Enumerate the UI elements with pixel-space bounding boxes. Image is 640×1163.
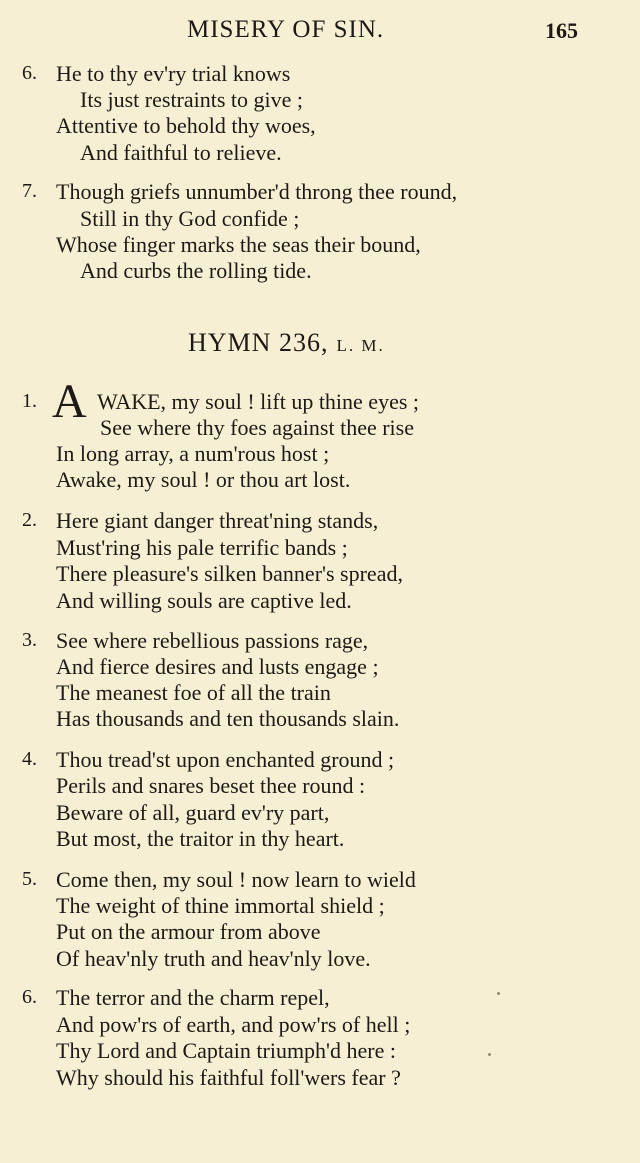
verse-line: Beware of all, guard ev'ry part, <box>56 800 330 825</box>
verse-line: Why should his faithful foll'wers fear ? <box>56 1065 401 1090</box>
verse-line: Still in thy God confide ; <box>80 206 300 231</box>
running-head <box>0 16 640 50</box>
verse-line: And willing souls are captive led. <box>56 588 352 613</box>
verse-line: Perils and snares beset thee round : <box>56 773 366 798</box>
verse-line: Whose finger marks the seas their bound, <box>56 232 421 257</box>
verse-line: Thou tread'st upon enchanted ground ; <box>56 747 395 772</box>
verse-line: In long array, a num'rous host ; <box>56 441 330 466</box>
verse-line: Awake, my soul ! or thou art lost. <box>56 467 351 492</box>
verse-line: Though griefs unnumber'd throng thee round, <box>56 179 458 204</box>
hymn-title: HYMN 236, <box>188 328 329 357</box>
stanza-number: 5. <box>22 868 37 890</box>
stanza-number: 6. <box>22 986 37 1008</box>
verse-line: But most, the traitor in thy heart. <box>56 826 345 851</box>
stanza-number: 3. <box>22 629 37 651</box>
verse-line: See where rebellious passions rage, <box>56 628 369 653</box>
verse-line: And fierce desires and lusts engage ; <box>56 654 379 679</box>
ink-speck <box>497 992 500 995</box>
page-number: 165 <box>545 18 578 43</box>
verse-line: Attentive to behold thy woes, <box>56 113 316 138</box>
verse-line: The weight of thine immortal shield ; <box>56 893 385 918</box>
verse-line: Its just restraints to give ; <box>80 87 304 112</box>
verse-line: And pow'rs of earth, and pow'rs of hell ; <box>56 1012 411 1037</box>
stanza-number: 6. <box>22 62 37 84</box>
stanza-number: 4. <box>22 748 37 770</box>
verse-line: Of heav'nly truth and heav'nly love. <box>56 946 371 971</box>
verse-line: WAKE, my soul ! lift up thine eyes ; <box>97 389 420 414</box>
verse-line: The meanest foe of all the train <box>56 680 331 705</box>
verse-line: Must'ring his pale terrific bands ; <box>56 535 348 560</box>
verse-line: Has thousands and ten thousands slain. <box>56 706 400 731</box>
hymn-meter: L. M. <box>336 336 385 355</box>
verse-line: And faithful to relieve. <box>80 140 282 165</box>
verse-line: Thy Lord and Captain triumph'd here : <box>56 1038 396 1063</box>
drop-cap: A <box>52 375 87 428</box>
verse-line: Come then, my soul ! now learn to wield <box>56 867 416 892</box>
running-title: MISERY OF SIN. <box>187 16 385 43</box>
verse-line: Here giant danger threat'ning stands, <box>56 508 379 533</box>
ink-speck <box>488 1053 491 1056</box>
verse-line: Put on the armour from above <box>56 919 321 944</box>
verse-line: There pleasure's silken banner's spread, <box>56 561 403 586</box>
stanza-number: 2. <box>22 509 37 531</box>
verse-line: The terror and the charm repel, <box>56 985 330 1010</box>
stanza-number: 7. <box>22 180 37 202</box>
stanza-number: 1. <box>22 390 37 412</box>
verse-line: He to thy ev'ry trial knows <box>56 61 291 86</box>
verse-line: And curbs the rolling tide. <box>80 258 312 283</box>
verse-line: See where thy foes against thee rise <box>100 415 414 440</box>
hymn-heading <box>188 328 385 358</box>
